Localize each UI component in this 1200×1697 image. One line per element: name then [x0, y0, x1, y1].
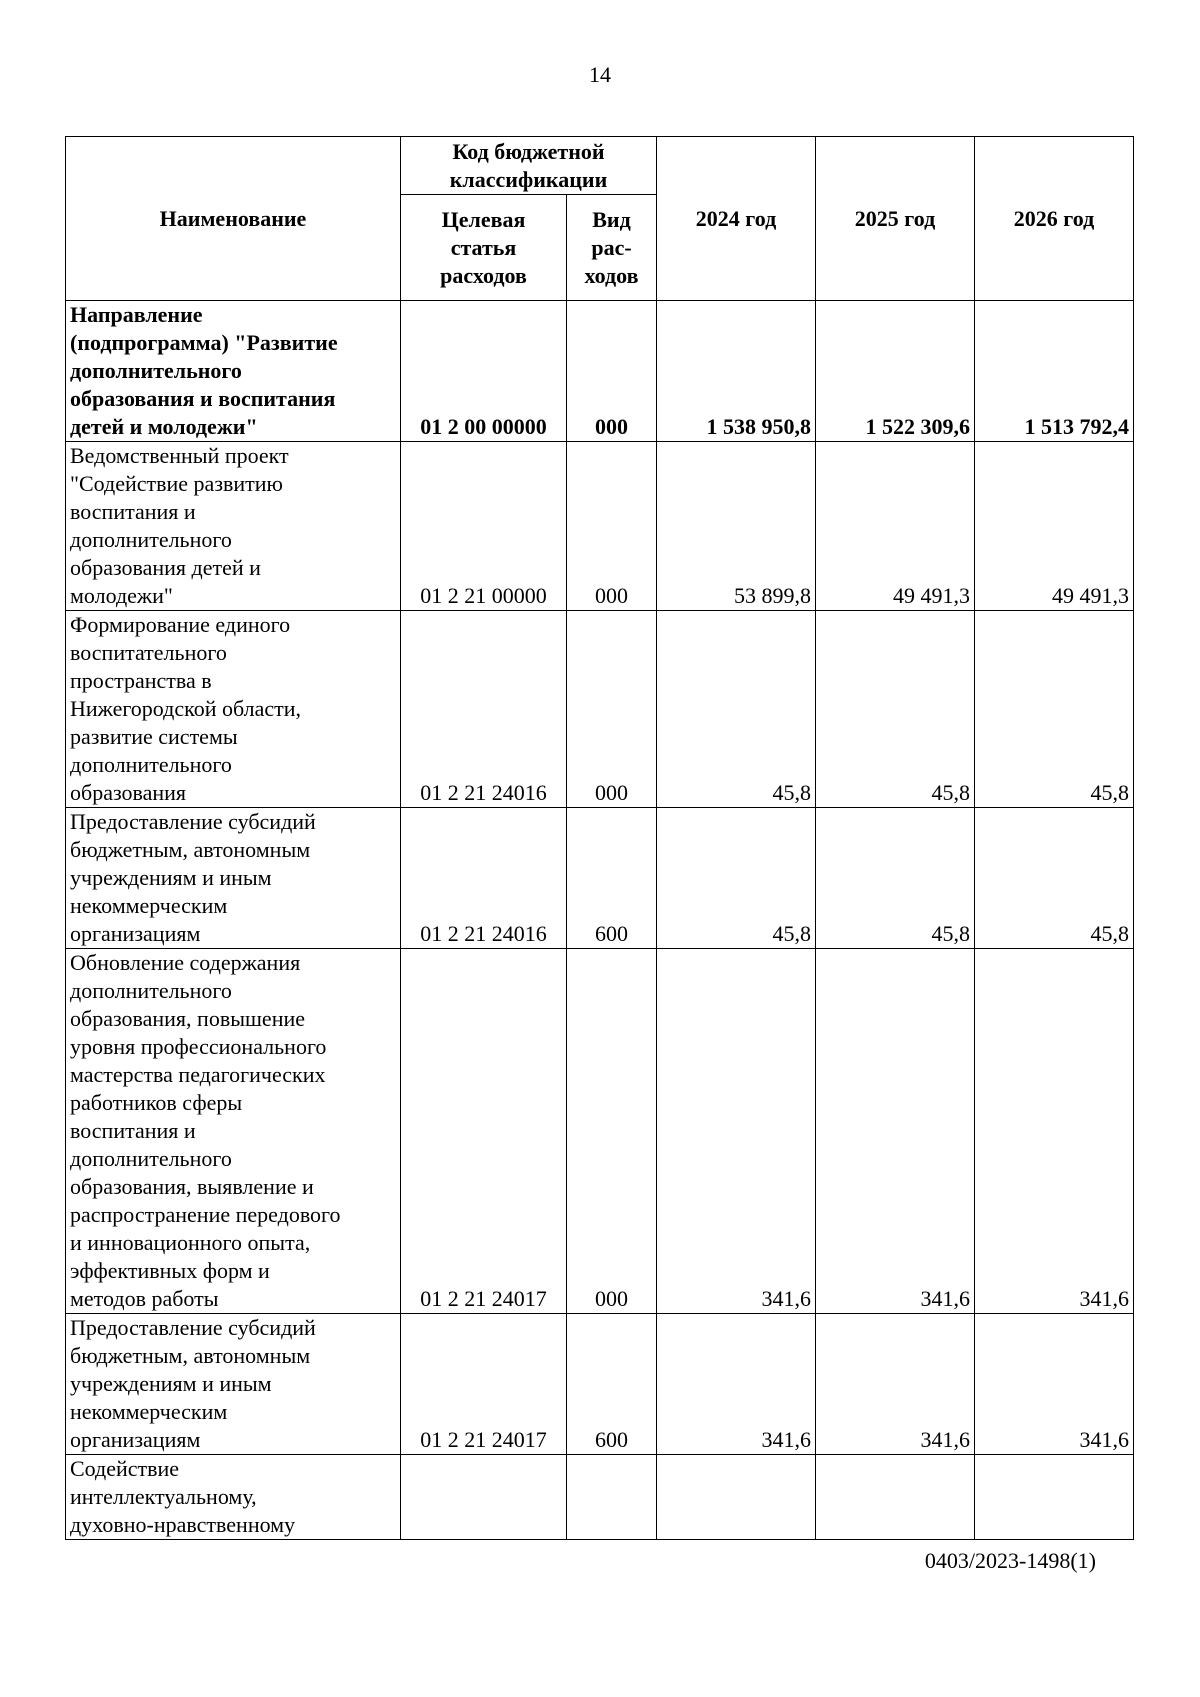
row-name-line: дополнительного	[70, 358, 242, 383]
row-name-line: молодежи"	[70, 583, 173, 608]
header-expense-kind-line: Вид	[592, 206, 631, 232]
header-expense-kind	[567, 195, 657, 301]
row-value-2024: 341,6	[657, 949, 816, 1314]
row-name	[66, 442, 401, 611]
row-name	[66, 1455, 401, 1540]
row-expense-kind: 000	[567, 949, 657, 1314]
row-value-2026: 341,6	[975, 1314, 1134, 1455]
row-expense-kind: 000	[567, 301, 657, 442]
header-budget-code	[401, 137, 657, 195]
row-value-2024: 53 899,8	[657, 442, 816, 611]
header-budget-code-line: классификации	[449, 166, 608, 192]
header-target-article-line: статья	[450, 234, 517, 260]
row-expense-kind: 600	[567, 1314, 657, 1455]
row-name-line: Обновление содержания	[70, 950, 301, 975]
row-value-2024: 1 538 950,8	[657, 301, 816, 442]
row-value-2026	[975, 1455, 1134, 1540]
row-name-line: организациям	[70, 1427, 201, 1452]
row-value-2026: 341,6	[975, 949, 1134, 1314]
row-value-2025: 45,8	[816, 808, 975, 949]
row-name-line: работников сферы	[70, 1090, 243, 1115]
row-name-line: развитие системы	[70, 724, 238, 749]
row-name-line: Содействие	[70, 1456, 180, 1481]
row-value-2026: 49 491,3	[975, 442, 1134, 611]
row-value-2024: 45,8	[657, 611, 816, 808]
row-name-line: некоммерческим	[70, 893, 228, 918]
row-target-article: 01 2 21 24016	[401, 808, 567, 949]
row-name-line: Предоставление субсидий	[70, 1315, 316, 1340]
row-value-2024: 45,8	[657, 808, 816, 949]
row-name-line: учреждениям и иным	[70, 865, 272, 890]
row-name-line: эффективных форм и	[70, 1258, 270, 1283]
row-name-line: Ведомственный проект	[70, 443, 289, 468]
header-budget-code-line: Код бюджетной	[452, 138, 605, 164]
row-name-line: образования, выявление и	[70, 1174, 314, 1199]
row-name-line: интеллектуальному,	[70, 1484, 257, 1509]
row-name-line: уровня профессионального	[70, 1034, 327, 1059]
row-value-2026: 45,8	[975, 611, 1134, 808]
header-target-article-line: расходов	[440, 262, 527, 288]
row-name-line: дополнительного	[70, 1146, 232, 1171]
row-name	[66, 611, 401, 808]
row-name-line: некоммерческим	[70, 1399, 228, 1424]
row-target-article: 01 2 21 24016	[401, 611, 567, 808]
row-expense-kind: 000	[567, 442, 657, 611]
header-expense-kind-line: рас-	[591, 234, 632, 260]
table-body	[66, 301, 1134, 1540]
row-value-2025: 341,6	[816, 949, 975, 1314]
row-name-line: "Содействие развитию	[70, 471, 283, 496]
row-name-line: образования детей и	[70, 555, 261, 580]
row-name-line: воспитания и	[70, 499, 196, 524]
row-name	[66, 808, 401, 949]
header-target-article-line: Целевая	[441, 206, 526, 232]
row-name-line: детей и молодежи"	[70, 414, 258, 439]
row-name-line: Формирование единого	[70, 612, 291, 637]
row-name-line: образования и воспитания	[70, 386, 336, 411]
row-target-article	[401, 1455, 567, 1540]
row-name-line: пространства в	[70, 668, 212, 693]
header-target-article	[401, 195, 567, 301]
row-name	[66, 301, 401, 442]
header-name: Наименование	[66, 137, 401, 301]
table-row	[66, 442, 1134, 611]
table-row	[66, 1455, 1134, 1540]
row-name-line: организациям	[70, 921, 201, 946]
row-target-article: 01 2 21 24017	[401, 1314, 567, 1455]
row-value-2025: 49 491,3	[816, 442, 975, 611]
header-2026: 2026 год	[975, 137, 1134, 301]
row-value-2025: 341,6	[816, 1314, 975, 1455]
row-name-line: дополнительного	[70, 527, 232, 552]
row-expense-kind: 600	[567, 808, 657, 949]
row-name-line: Направление	[70, 302, 203, 327]
row-target-article: 01 2 21 24017	[401, 949, 567, 1314]
row-name-line: бюджетным, автономным	[70, 837, 311, 862]
row-name-line: мастерства педагогических	[70, 1062, 326, 1087]
table-row	[66, 949, 1134, 1314]
header-2025: 2025 год	[816, 137, 975, 301]
row-name-line: учреждениям и иным	[70, 1371, 272, 1396]
row-name-line: Предоставление субсидий	[70, 809, 316, 834]
row-name-line: Нижегородской области,	[70, 696, 302, 721]
row-value-2026: 1 513 792,4	[975, 301, 1134, 442]
row-expense-kind: 000	[567, 611, 657, 808]
row-name	[66, 949, 401, 1314]
row-name-line: и инновационного опыта,	[70, 1230, 311, 1255]
row-name-line: (подпрограмма) "Развитие	[70, 330, 338, 355]
table-row	[66, 1314, 1134, 1455]
row-value-2026: 45,8	[975, 808, 1134, 949]
row-value-2024	[657, 1455, 816, 1540]
row-name-line: духовно-нравственному	[70, 1512, 296, 1537]
document-code: 0403/2023-1498(1)	[924, 1548, 1096, 1573]
row-name-line: воспитания и	[70, 1118, 196, 1143]
row-value-2024: 341,6	[657, 1314, 816, 1455]
table-row	[66, 808, 1134, 949]
table-row	[66, 301, 1134, 442]
row-name-line: воспитательного	[70, 640, 227, 665]
row-expense-kind	[567, 1455, 657, 1540]
row-value-2025	[816, 1455, 975, 1540]
budget-table	[65, 136, 1134, 1540]
row-name-line: методов работы	[70, 1286, 219, 1311]
row-name-line: образования	[70, 780, 187, 805]
header-expense-kind-line: ходов	[584, 262, 639, 288]
page-number: 14	[589, 62, 611, 87]
row-value-2025: 45,8	[816, 611, 975, 808]
row-value-2025: 1 522 309,6	[816, 301, 975, 442]
table-row	[66, 611, 1134, 808]
row-target-article: 01 2 00 00000	[401, 301, 567, 442]
row-name	[66, 1314, 401, 1455]
row-name-line: распространение передового	[70, 1202, 341, 1227]
row-name-line: образования, повышение	[70, 1006, 306, 1031]
row-target-article: 01 2 21 00000	[401, 442, 567, 611]
row-name-line: бюджетным, автономным	[70, 1343, 311, 1368]
row-name-line: дополнительного	[70, 752, 232, 777]
header-2024: 2024 год	[657, 137, 816, 301]
row-name-line: дополнительного	[70, 978, 232, 1003]
